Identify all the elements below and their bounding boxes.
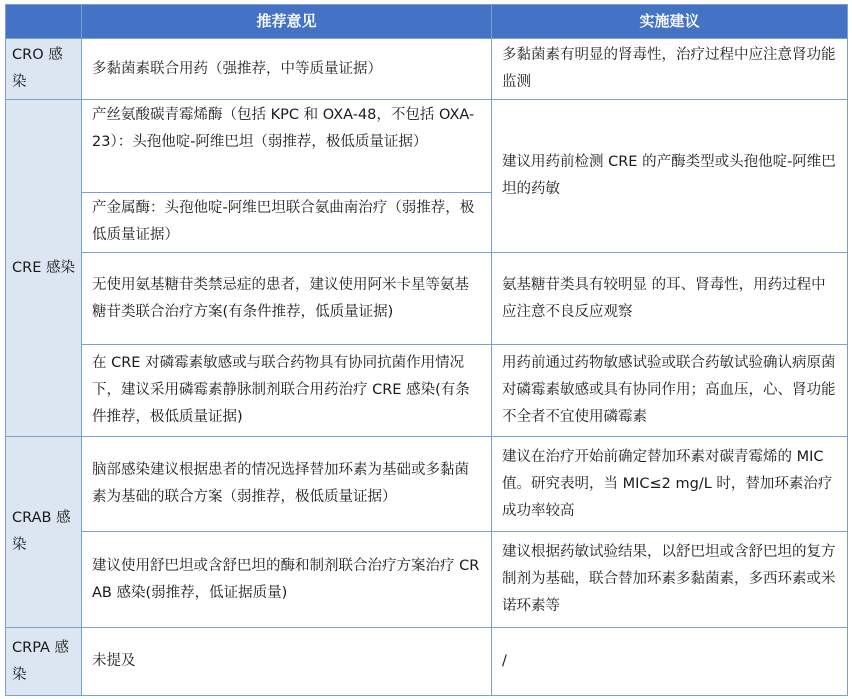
category-crab: CRAB 感染 <box>6 437 82 628</box>
implementation-cell: / <box>492 628 848 696</box>
implementation-cell: 多黏菌素有明显的肾毒性，治疗过程中应注意肾功能监测 <box>492 39 848 100</box>
recommendation-cell: 建议使用舒巴坦或含舒巴坦的酶和制剂联合治疗方案治疗 CRAB 感染(弱推荐，低证据质量) <box>82 532 492 628</box>
recommendation-cell: 多黏菌素联合用药（强推荐，中等质量证据） <box>82 39 492 100</box>
category-cro: CRO 感染 <box>6 39 82 100</box>
table-row <box>6 628 848 696</box>
table-header-row <box>6 5 848 39</box>
table-row <box>6 253 848 345</box>
table-row <box>6 39 848 100</box>
implementation-cell: 氨基糖苷类具有较明显 的耳、肾毒性，用药过程中应注意不良反应观察 <box>492 253 848 345</box>
implementation-cell: 用药前通过药物敏感试验或联合药敏试验确认病原菌对磷霉素敏感或具有协同作用；高血压，心、肾功能不全者不宜使用磷霉素 <box>492 345 848 437</box>
implementation-cell: 建议用药前检测 CRE 的产酶类型或头孢他啶-阿维巴坦的药敏 <box>492 100 848 253</box>
recommendation-cell: 在 CRE 对磷霉素敏感或与联合药物具有协同抗菌作用情况下，建议采用磷霉素静脉制剂联合用药治疗 CRE 感染(有条件推荐，极低质量证据) <box>82 345 492 437</box>
header-category <box>6 5 82 39</box>
recommendation-cell: 产金属酶：头孢他啶-阿维巴坦联合氨曲南治疗（弱推荐，极低质量证据） <box>82 193 492 253</box>
table-row <box>6 437 848 532</box>
recommendation-cell: 未提及 <box>82 628 492 696</box>
category-cre: CRE 感染 <box>6 100 82 437</box>
recommendation-table <box>5 4 848 696</box>
recommendation-cell: 脑部感染建议根据患者的情况选择替加环素为基础或多黏菌素为基础的联合方案（弱推荐，极低质量证据） <box>82 437 492 532</box>
recommendation-cell: 产丝氨酸碳青霉烯酶（包括 KPC 和 OXA-48，不包括 OXA-23）：头孢他啶-阿维巴坦（弱推荐，极低质量证据） <box>82 100 492 193</box>
header-recommendation: 推荐意见 <box>82 5 492 39</box>
recommendation-cell: 无使用氨基糖苷类禁忌症的患者，建议使用阿米卡星等氨基糖苷类联合治疗方案(有条件推荐，低质量证据) <box>82 253 492 345</box>
table-row <box>6 532 848 628</box>
table-row <box>6 345 848 437</box>
category-crpa: CRPA 感染 <box>6 628 82 696</box>
header-implementation: 实施建议 <box>492 5 848 39</box>
implementation-cell: 建议根据药敏试验结果，以舒巴坦或含舒巴坦的复方制剂为基础，联合替加环素多黏菌素，多西环素或米诺环素等 <box>492 532 848 628</box>
table-row <box>6 100 848 193</box>
implementation-cell: 建议在治疗开始前确定替加环素对碳青霉烯的 MIC 值。研究表明，当 MIC≤2 mg/L 时，替加环素治疗成功率较高 <box>492 437 848 532</box>
